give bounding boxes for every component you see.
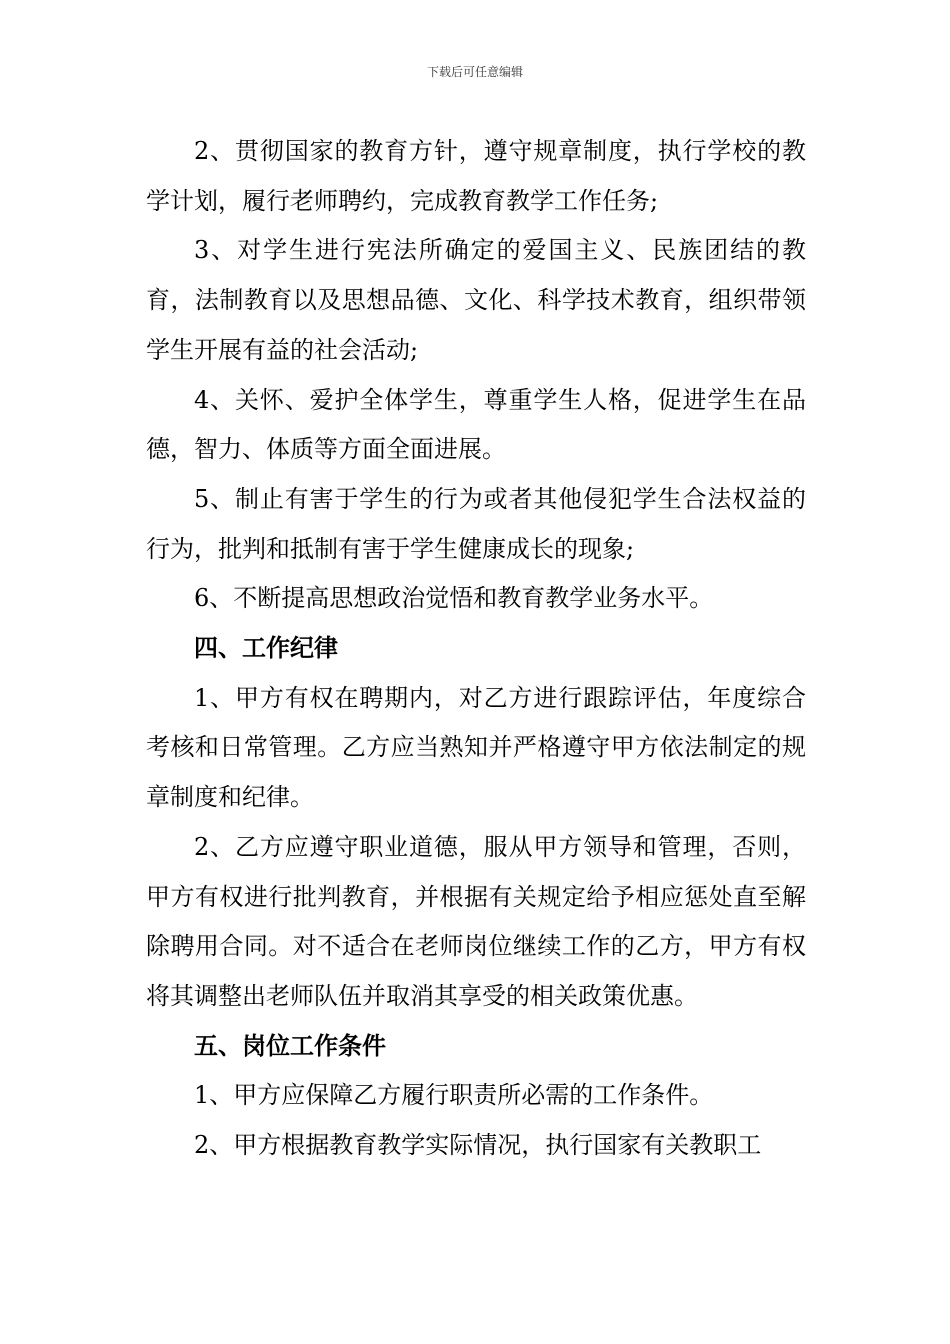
section-heading: 四、工作纪律 bbox=[194, 634, 338, 663]
page-header: 下载后可任意编辑 bbox=[426, 65, 523, 79]
paragraph: 2、贯彻国家的教育方针，遵守规章制度，执行学校的教学计划，履行老师聘约，完成教育教学工作任务; bbox=[146, 137, 806, 215]
paragraph: 2、甲方根据教育教学实际情况，执行国家有关教职工 bbox=[194, 1131, 762, 1160]
paragraph: 5、制止有害于学生的行为或者其他侵犯学生合法权益的行为，批判和抵制有害于学生健康成长的现象; bbox=[146, 484, 806, 563]
paragraph: 6、不断提高思想政治觉悟和教育教学业务水平。 bbox=[194, 584, 714, 613]
section-heading: 五、岗位工作条件 bbox=[194, 1031, 386, 1060]
document-body bbox=[146, 127, 806, 1171]
paragraph: 3、对学生进行宪法所确定的爱国主义、民族团结的教育，法制教育以及思想品德、文化、科学技术教育，组织带领学生开展有益的社会活动; bbox=[146, 236, 806, 364]
paragraph: 1、甲方应保障乙方履行职责所必需的工作条件。 bbox=[194, 1081, 714, 1110]
paragraph: 2、乙方应遵守职业道德，服从甲方领导和管理，否则，甲方有权进行批判教育，并根据有关规定给予相应惩处直至解除聘用合同。对不适合在老师岗位继续工作的乙方，甲方有权将其调整出老师队伍并取消其享受的相关政策优惠。 bbox=[146, 832, 806, 1010]
paragraph: 1、甲方有权在聘期内，对乙方进行跟踪评估，年度综合考核和日常管理。乙方应当熟知并严格遵守甲方依法制定的规章制度和纪律。 bbox=[146, 683, 806, 812]
paragraph: 4、关怀、爱护全体学生，尊重学生人格，促进学生在品德，智力、体质等方面全面进展。 bbox=[146, 385, 806, 464]
